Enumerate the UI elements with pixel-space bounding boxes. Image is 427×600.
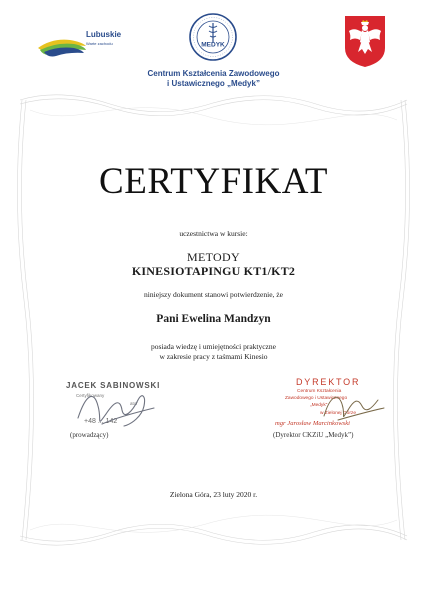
director-stamp-line1: Centrum Kształcenia (297, 389, 342, 394)
lubuskie-logo-name: Lubuskie (86, 30, 122, 39)
director-role: (Dyrektor CKZiU „Medyk”) (273, 431, 354, 439)
instructor-stamp-line2: ator (130, 401, 138, 406)
course-name-line1: METODY (187, 250, 240, 264)
certificate-title: CERTYFIKAT (99, 161, 328, 202)
medyk-seal-icon (188, 12, 238, 62)
director-name: mgr Jarosław Marcinkowski (275, 420, 350, 427)
polish-eagle-emblem-icon (342, 14, 388, 68)
instructor-stamp-line1: Certyfikowany (76, 393, 105, 398)
director-stamp-title: DYREKTOR (296, 377, 361, 387)
instructor-stamp-phone: +48 ... 142 (84, 418, 118, 425)
intro-text: uczestnictwa w kursie: (179, 229, 248, 238)
instructor-signature (72, 384, 162, 434)
director-stamp-line4: w Zielonej Górze (320, 411, 356, 416)
confirmation-text: niniejszy dokument stanowi potwierdzenie, że (144, 290, 283, 299)
director-stamp-line2: Zawodowego i Ustawicznego (285, 396, 348, 401)
instructor-role: (prowadzący) (70, 431, 109, 439)
centre-name-line1: Centrum Kształcenia Zawodowego (147, 69, 280, 78)
instructor-stamp-name: JACEK SABINOWSKI (66, 381, 161, 390)
centre-name-line2: i Ustawicznego „Medyk” (167, 79, 260, 88)
skills-text-line2: w zakresie pracy z taśmami Kinesio (159, 352, 268, 361)
recipient-name: Pani Ewelina Mandzyn (156, 313, 271, 325)
director-stamp-line3: „Medyk” (310, 403, 328, 408)
course-name-line2: KINESIOTAPINGU KT1/KT2 (131, 264, 296, 278)
place-and-date: Zielona Góra, 23 luty 2020 r. (169, 490, 258, 499)
skills-text-line1: posiada wiedzę i umiejętności praktyczne (151, 342, 276, 351)
lubuskie-logo-tagline: Warte zachodu (86, 41, 113, 46)
medyk-seal-text: MEDYK (201, 41, 225, 49)
